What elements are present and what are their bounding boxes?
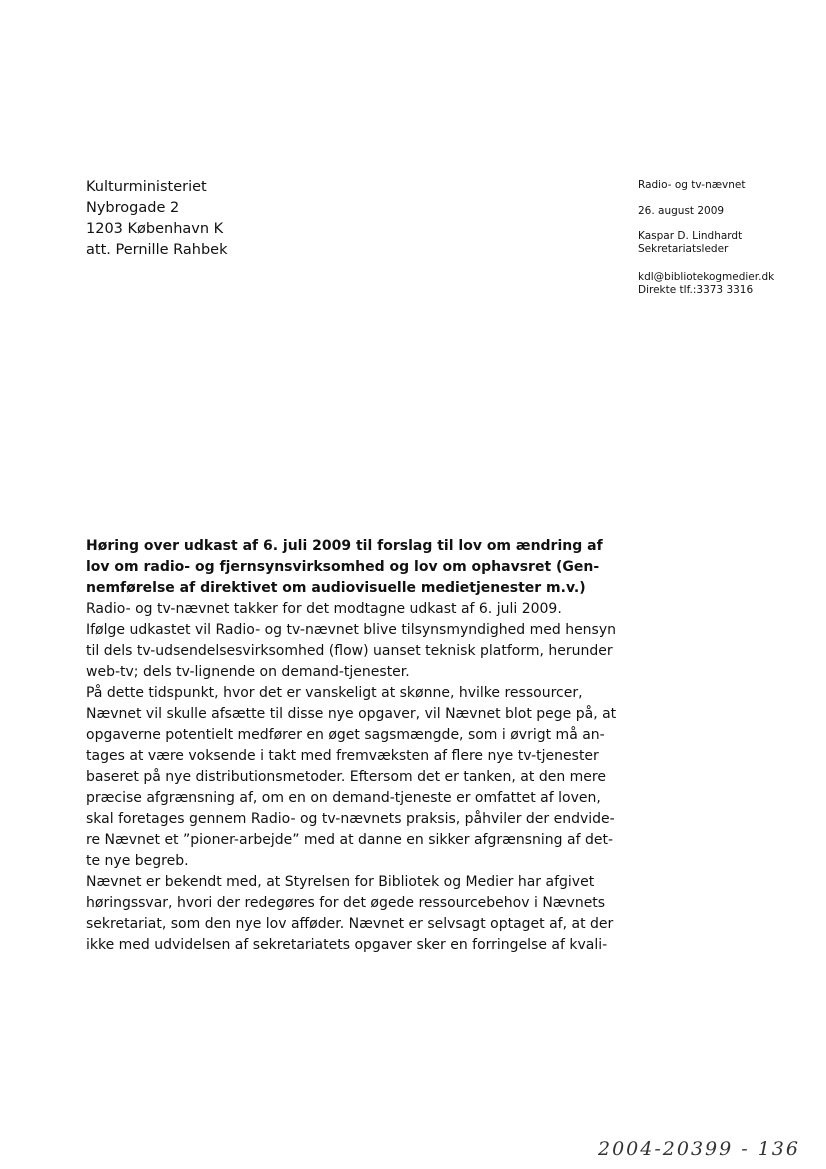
recipient-line: Nybrogade 2 — [86, 200, 180, 216]
paragraph-line: baseret på nye distributionsmetoder. Eftersom det er tanken, at den mere — [86, 769, 606, 785]
sender-organisation: Radio- og tv-nævnet — [638, 179, 746, 191]
paragraph-line: ikke med udvidelsen af sekretariatets opgaver sker en forringelse af kvali- — [86, 937, 608, 953]
paragraph-secretariat — [86, 872, 646, 956]
sender-block — [638, 179, 774, 296]
paragraph-line: Nævnet er bekendt med, at Styrelsen for Bibliotek og Medier har afgivet — [86, 874, 595, 890]
sender-phone: Direkte tlf.:3373 3316 — [638, 283, 754, 296]
recipient-line: Kulturministeriet — [86, 179, 207, 195]
paragraph-line: opgaverne potentielt medfører en øget sagsmængde, som i øvrigt må an- — [86, 727, 605, 743]
paragraph-line: høringssvar, hvori der redegøres for det øgede ressourcebehov i Nævnets — [86, 895, 606, 911]
paragraph-line: tages at være voksende i takt med fremvæksten af flere nye tv-tjenester — [86, 748, 599, 764]
recipient-line: att. Pernille Rahbek — [86, 242, 228, 258]
paragraph-line: Ifølge udkastet vil Radio- og tv-nævnet blive tilsynsmyndighed med hensyn — [86, 622, 617, 638]
sender-email: kdl@bibliotekogmedier.dk — [638, 271, 775, 283]
paragraph-line: re Nævnet et ”pioner-arbejde” med at danne en sikker afgrænsning af det- — [86, 832, 613, 848]
sender-name: Kaspar D. Lindhardt — [638, 230, 743, 242]
sender-title: Sekretariatsleder — [638, 242, 729, 255]
paragraph-supervision — [86, 620, 646, 683]
handwritten-case-number: 2004-20399 - 136 — [598, 1138, 800, 1160]
letter-subject — [86, 536, 646, 599]
recipient-address — [86, 177, 228, 261]
letter-date: 26. august 2009 — [638, 204, 725, 217]
paragraph-resources — [86, 683, 646, 872]
recipient-line: 1203 København K — [86, 221, 224, 237]
paragraph-line: te nye begreb. — [86, 853, 189, 869]
paragraph-line: Radio- og tv-nævnet takker for det modtagne udkast af 6. juli 2009. — [86, 601, 562, 617]
paragraph-line: Nævnet vil skulle afsætte til disse nye opgaver, vil Nævnet blot pege på, at — [86, 706, 617, 722]
paragraph-thanks — [86, 599, 646, 620]
paragraph-line: præcise afgrænsning af, om en on demand-tjeneste er omfattet af loven, — [86, 790, 601, 806]
letter-body — [86, 536, 646, 956]
subject-line: lov om radio- og fjernsynsvirksomhed og lov om ophavsret (Gen- — [86, 559, 600, 575]
paragraph-line: På dette tidspunkt, hvor det er vanskeligt at skønne, hvilke ressourcer, — [86, 685, 583, 701]
subject-line: nemførelse af direktivet om audiovisuelle medietjenester m.v.) — [86, 580, 586, 596]
paragraph-line: sekretariat, som den nye lov afføder. Nævnet er selvsagt optaget af, at der — [86, 916, 614, 932]
paragraph-line: skal foretages gennem Radio- og tv-nævnets praksis, påhviler der endvide- — [86, 811, 615, 827]
paragraph-line: web-tv; dels tv-lignende on demand-tjenester. — [86, 664, 410, 680]
paragraph-line: til dels tv-udsendelsesvirksomhed (flow) uanset teknisk platform, herunder — [86, 643, 613, 659]
subject-line: Høring over udkast af 6. juli 2009 til forslag til lov om ændring af — [86, 538, 603, 554]
